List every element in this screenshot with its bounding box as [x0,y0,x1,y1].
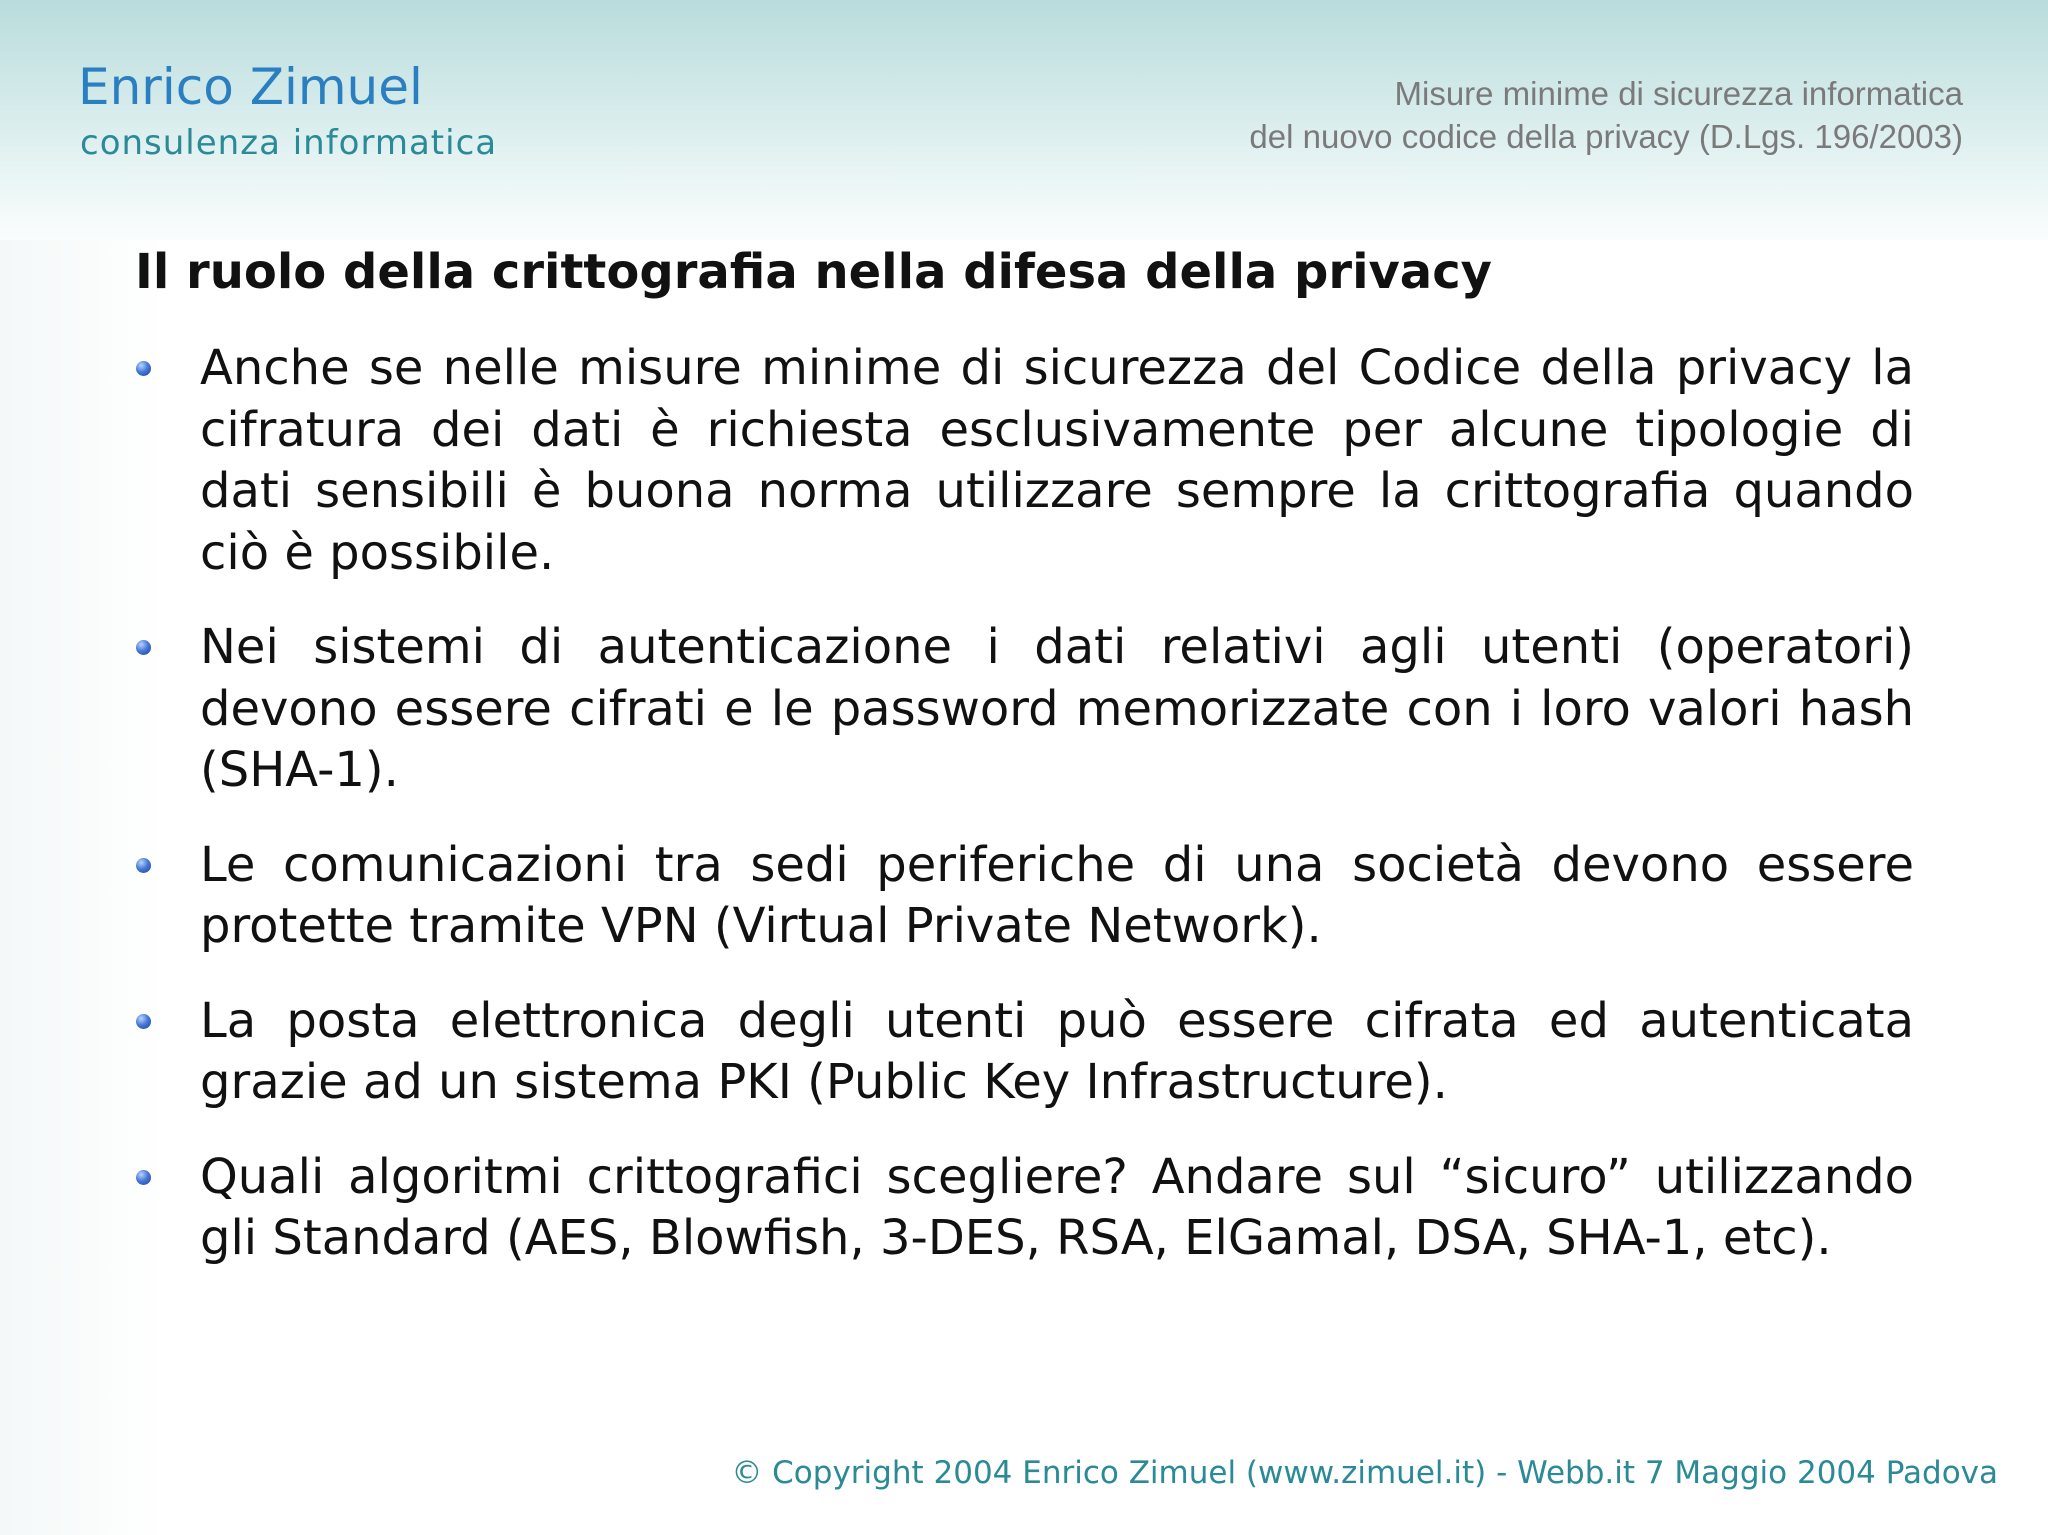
bullet-item [200,338,1914,584]
brand-name: Enrico Zimuel [78,58,423,116]
blue-sphere-bullet-icon [136,1014,151,1029]
blue-sphere-bullet-icon [136,361,151,376]
bullet-item [200,835,1914,958]
bullet-text: Le comunicazioni tra sedi periferiche di una società devono essere protette tramite VPN (Virtual Private Network). [200,836,1914,954]
bullet-text: Anche se nelle misure minime di sicurezza del Codice della privacy la cifratura dei dati è richiesta esclusivamente per alcune tipologie di dati sensibili è buona norma utilizzare sempre la crittografia quando ciò è possibile. [200,340,1914,581]
bullet-item [200,1147,1914,1270]
document-title-line-1: Misure minime di sicurezza informatica [1394,75,1963,112]
bullet-text: Quali algoritmi crittografici scegliere? Andare sul “sicuro” utilizzando gli Standard (AES, Blowfish, 3-DES, RSA, ElGamal, DSA, SHA-1, etc). [200,1148,1914,1266]
document-title-line-2: del nuovo codice della privacy (D.Lgs. 196/2003) [1249,118,1963,155]
slide-title: Il ruolo della crittografia nella difesa della privacy [135,244,1492,300]
brand-subtitle: consulenza informatica [80,123,498,163]
document-title [1249,72,1963,158]
bullet-text: Nei sistemi di autenticazione i dati relativi agli utenti (operatori) devono essere cifrati e le password memorizzate con i loro valori hash (SHA-1). [200,619,1914,798]
footer-copyright: © Copyright 2004 Enrico Zimuel (www.zimuel.it) - Webb.it 7 Maggio 2004 Padova [731,1455,1998,1491]
bullet-item [200,617,1914,802]
bullet-text: La posta elettronica degli utenti può essere cifrata ed autenticata grazie ad un sistema PKI (Public Key Infrastructure). [200,992,1914,1110]
blue-sphere-bullet-icon [136,1170,151,1185]
blue-sphere-bullet-icon [136,640,151,655]
blue-sphere-bullet-icon [136,858,151,873]
bullet-list [200,338,1914,1303]
left-margin-shade [0,240,165,1535]
bullet-item [200,991,1914,1114]
